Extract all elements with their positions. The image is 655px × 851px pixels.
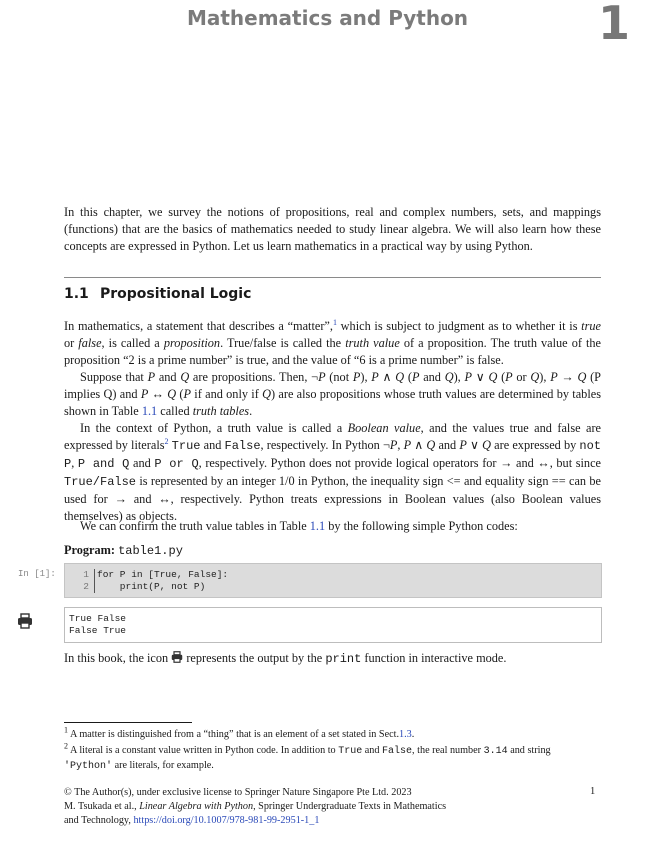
book-title: Linear Algebra with Python — [139, 801, 254, 812]
paragraph-confirm: We can confirm the truth value tables in Table 1.1 by the following simple Python codes: — [80, 519, 518, 533]
section-title: Propositional Logic — [100, 286, 252, 302]
paragraph-icon-note: In this book, the icon represents the output by the print function in interactive mode. — [64, 651, 507, 666]
footnote-1: $^1$ A matter is distinguished from a “thing” that is an element of a set stated in Sect.1.3. — [64, 725, 415, 740]
table-ref-link[interactable]: 1.1 — [141, 404, 158, 418]
output-text: True False False True — [69, 613, 127, 636]
chapter-intro-paragraph: In this chapter, we survey the notions of propositions, real and complex numbers, sets, and mappings (functions) that are the basics of mathematics needed to study linear algebra. We will also learn how these concepts are expressed in Python. Let us learn mathematics in a practical way by using Python. — [64, 205, 601, 253]
section-ref-link[interactable]: 1.3 — [399, 729, 412, 740]
page-number: 1 — [590, 786, 596, 797]
code-cell — [64, 563, 602, 598]
copyright-line: © The Author(s), under exclusive license to Springer Nature Singapore Pte Ltd. 2023 — [64, 787, 412, 798]
copyright-block — [64, 786, 601, 828]
printer-icon — [171, 651, 183, 663]
section-heading — [64, 286, 251, 302]
chapter-number: 1 — [597, 0, 630, 50]
citation-line: M. Tsukada et al., Linear Algebra with Python, Springer Undergraduate Texts in Mathematics — [64, 801, 447, 812]
paragraph-python-boolean: In the context of Python, a truth value is called a Boolean value, and the values true and false are expressed by literals$^2$ True and False, respectively. In Python ¬P, P ∧ Q and P ∨ Q are expressed by not P, P and Q and P or Q, respectively. Python does not provide logical operators for → and ↔, but since True/False is represented by an integer 1/0 in Python, the inequality sign <= and equality sign == can be used for → and ↔, respectively. Python treats expressions in Boolean values (also Boolean values themselves) as objects. — [64, 421, 602, 523]
footnote-ref-2[interactable]: 2 — [164, 436, 169, 446]
citation-line: and Technology, https://doi.org/10.1007/978-981-99-2951-1_1 — [64, 815, 320, 826]
section-rule — [64, 277, 601, 278]
table-ref-link[interactable]: 1.1 — [309, 519, 326, 533]
printer-icon — [17, 613, 33, 629]
doi-link[interactable]: https://doi.org/10.1007/978-981-99-2951-1_1 — [133, 815, 320, 826]
program-filename: table1.py — [118, 544, 183, 558]
chapter-title: Mathematics and Python — [186, 6, 469, 30]
footnote-2: $^2$ A literal is a constant value written in Python code. In addition to True and False, the real number 3.14 and string 'Python' are literals, for example. — [64, 741, 551, 772]
code-block: for P in [True, False]: print(P, not P) — [97, 569, 229, 592]
section-number: 1.1 — [64, 286, 89, 302]
paragraph-logic-operators: Suppose that P and Q are propositions. Then, ¬P (not P), P ∧ Q (P and Q), P ∨ Q (P or Q), P → Q (P implies Q) and P ↔ Q (P if and only if Q) are also propositions whose truth values are determined by tables shown in Table 1.1 called truth tables. — [64, 370, 602, 418]
program-label: Program: table1.py — [64, 543, 183, 558]
footnote-ref-1[interactable]: 1 — [332, 317, 337, 327]
line-numbers: 1 2 — [71, 569, 95, 593]
footnote-rule — [64, 722, 192, 723]
paragraph-proposition: In mathematics, a statement that describes a “matter”,$^1$ which is subject to judgment as to whether it is true or false, is called a proposition. True/false is called the truth value of a proposition. The truth value of the proposition “2 is a prime number” is true, and the value of “6 is a prime number” is false. — [64, 317, 602, 367]
input-prompt: In [1]: — [18, 569, 56, 579]
output-cell — [64, 607, 602, 643]
